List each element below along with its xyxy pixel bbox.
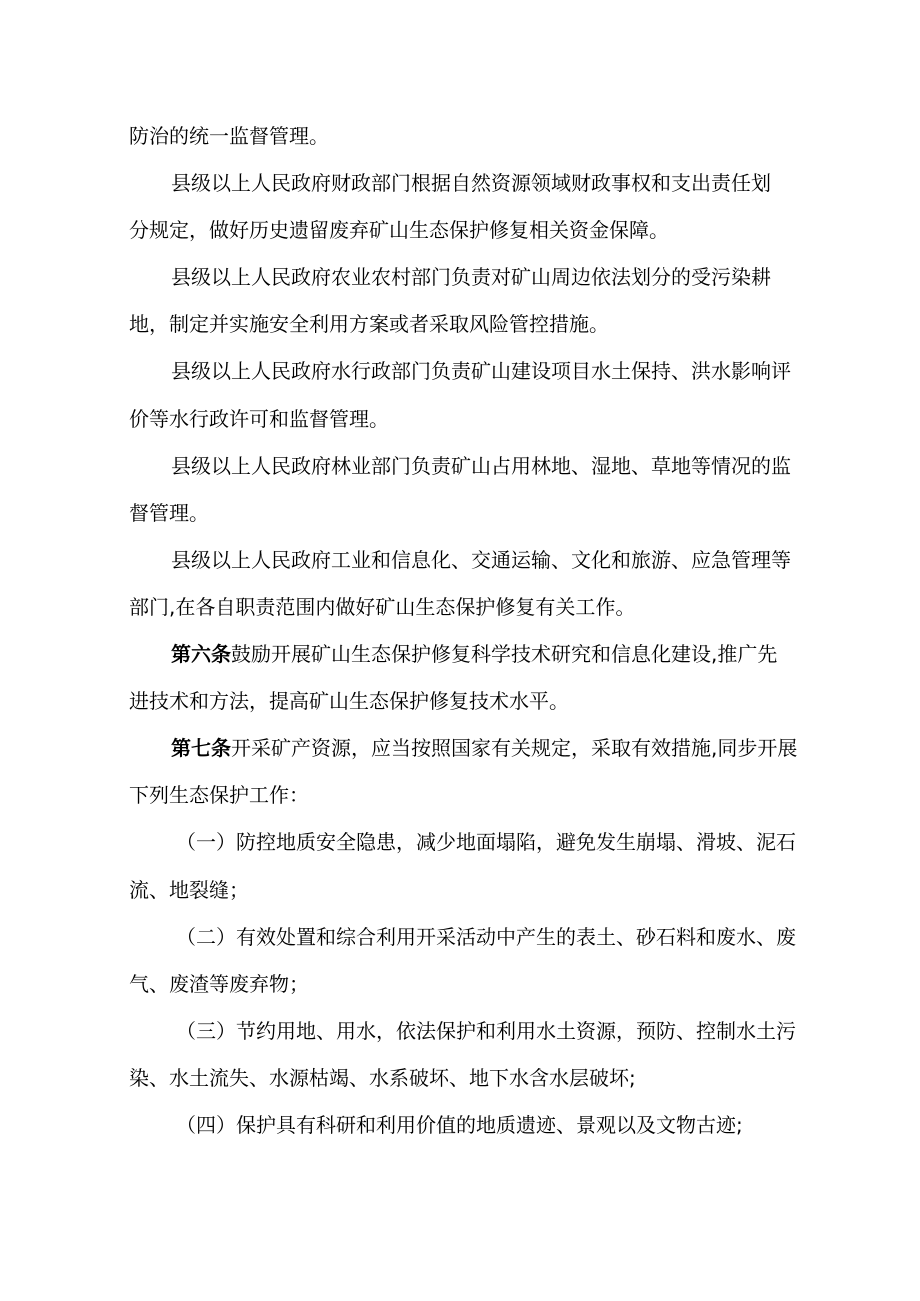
text-line	[129, 301, 799, 348]
line-text: 下列生态保护工作：	[129, 783, 309, 808]
article-number: 第六条	[171, 642, 231, 667]
line-text: 进技术和方法，提高矿山生态保护修复技术水平。	[129, 689, 569, 714]
line-text: 鼓励开展矿山生态保护修复科学技术研究和信息化建设,推广先	[231, 642, 778, 667]
text-line	[129, 1055, 799, 1102]
text-line	[129, 537, 799, 584]
line-text: 县级以上人民政府工业和信息化、交通运输、文化和旅游、应急管理等	[171, 547, 791, 572]
line-text: 县级以上人民政府水行政部门负责矿山建设项目水土保持、洪水影响评	[171, 359, 791, 384]
line-text: （一）防控地质安全隐患，减少地面塌陷，避免发生崩塌、滑坡、泥石	[176, 830, 796, 855]
line-text: 县级以上人民政府林业部门负责矿山占用林地、湿地、草地等情况的监	[171, 453, 791, 478]
text-line	[129, 678, 799, 725]
text-line	[129, 772, 799, 819]
line-text: 督管理。	[129, 500, 209, 525]
line-text: 县级以上人民政府农业农村部门负责对矿山周边依法划分的受污染耕	[171, 265, 771, 290]
article-line	[129, 631, 799, 678]
text-line	[129, 396, 799, 443]
text-line	[129, 490, 799, 537]
article-number: 第七条	[171, 736, 231, 761]
text-line	[129, 1102, 799, 1149]
line-text: （四）保护具有科研和利用价值的地质遗迹、景观以及文物古迹;	[176, 1112, 743, 1137]
text-line	[129, 867, 799, 914]
line-text: 防治的统一监督管理。	[129, 124, 329, 148]
line-text: 染、水土流失、水源枯竭、水系破坏、地下水含水层破坏;	[129, 1065, 636, 1090]
text-line	[129, 584, 799, 631]
text-line	[129, 207, 799, 254]
line-text: 地，制定并实施安全利用方案或者采取风险管控措施。	[129, 312, 609, 337]
line-text: （三）节约用地、用水，依法保护和利用水土资源，预防、控制水土污	[176, 1018, 796, 1043]
text-line	[129, 914, 799, 961]
text-line	[129, 1008, 799, 1055]
line-text: 气、废渣等废弃物；	[129, 971, 309, 996]
line-text: 价等水行政许可和监督管理。	[129, 406, 389, 431]
line-text: （二）有效处置和综合利用开采活动中产生的表土、砂石料和废水、废	[176, 924, 796, 949]
text-line	[129, 819, 799, 866]
line-text: 分规定，做好历史遗留废弃矿山生态保护修复相关资金保障。	[129, 218, 669, 243]
text-line	[129, 961, 799, 1008]
article-line	[129, 725, 799, 772]
line-text: 部门,在各自职责范围内做好矿山生态保护修复有关工作。	[129, 594, 636, 619]
text-line	[129, 160, 799, 207]
text-line	[129, 254, 799, 301]
text-line	[129, 443, 799, 490]
text-line	[129, 113, 799, 160]
text-line	[129, 348, 799, 395]
line-text: 开采矿产资源，应当按照国家有关规定，采取有效措施,同步开展	[231, 736, 798, 761]
line-text: 流、地裂缝；	[129, 877, 249, 902]
document-body	[129, 113, 799, 1149]
line-text: 县级以上人民政府财政部门根据自然资源领域财政事权和支出责任划	[171, 171, 771, 196]
